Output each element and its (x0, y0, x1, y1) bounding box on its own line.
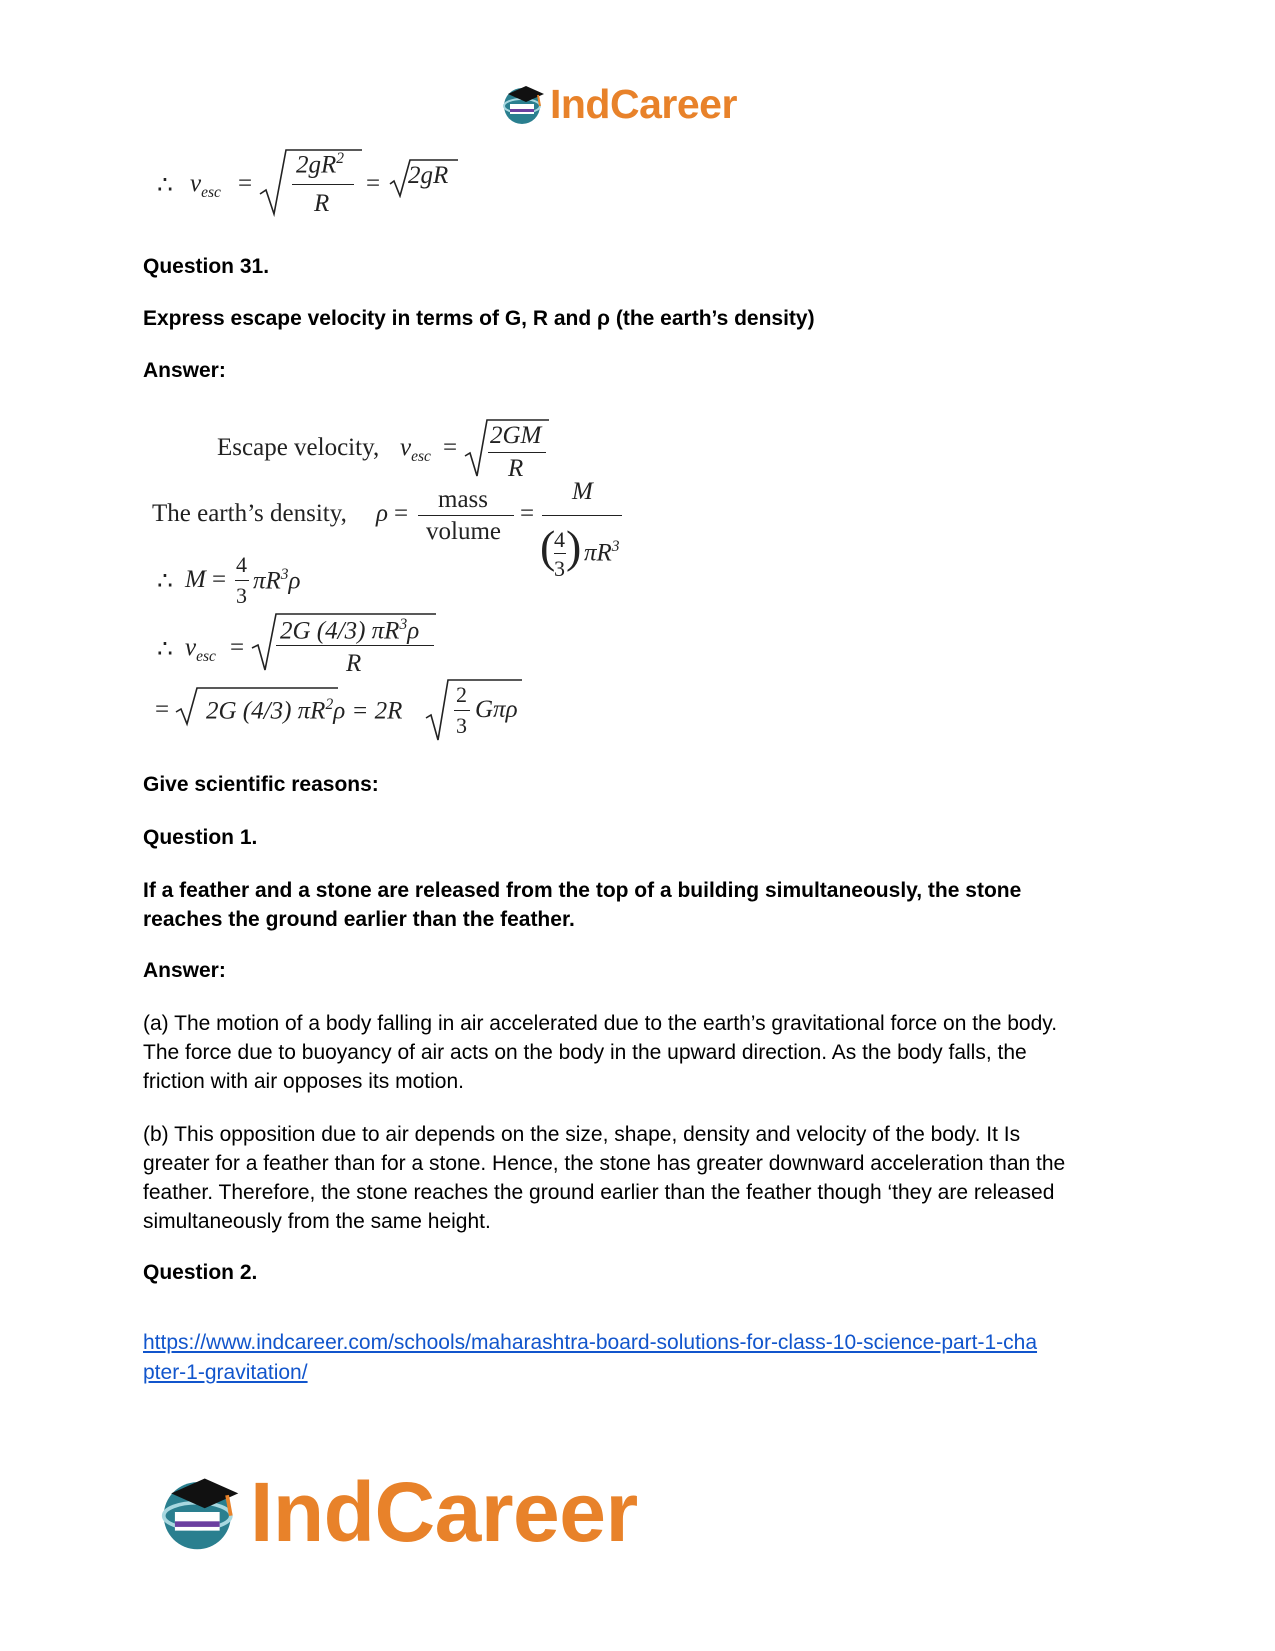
section-heading: Give scientific reasons: (143, 773, 379, 796)
frac-3-b: 3 (236, 583, 247, 608)
logo-wordmark: IndCareer (550, 80, 737, 127)
frac-4-b: 4 (236, 552, 247, 577)
fraction-bar-5 (554, 553, 566, 554)
frac-num-2GM: 2GM (490, 422, 542, 449)
escape-velocity-label: Escape velocity, (217, 434, 380, 461)
frac-num-mass: mass (438, 486, 488, 513)
frac-num-long: 2G (4/3) $\pi R^3\rho$ (280, 616, 420, 645)
answer-para-a: (a) The motion of a body falling in air accelerated due to the earth’s gravitational force on the body. The force due to buoyancy of air acts on the body in the upward direction. As the body falls, the friction with air opposes its motion. (143, 1012, 1058, 1093)
question-1-answer-label: Answer: (143, 959, 226, 982)
fraction-bar-4 (542, 515, 622, 516)
therefore-symbol-2: ∴ (157, 568, 173, 595)
piR3: $\pi R^3$ (584, 538, 620, 567)
math-var-v: $v_{esc}$ (190, 170, 221, 201)
frac-den-R: R (508, 455, 524, 482)
question-31-answer-label: Answer: (143, 359, 226, 382)
sqrt-content: 2G (4/3) $\pi R^2\rho = 2R$ (206, 696, 403, 725)
footer-logo (160, 1462, 638, 1562)
math-equals-5: = (520, 500, 535, 527)
fraction-bar-6 (235, 580, 249, 581)
header-logo (502, 80, 737, 128)
graduation-globe-icon (160, 1471, 242, 1553)
frac-den-R-2: R (346, 650, 362, 677)
frac-3-c: 3 (456, 713, 467, 738)
math-var-v-3: $v_{esc}$ (185, 634, 216, 665)
therefore-symbol: ∴ (157, 172, 173, 199)
question-1-title: Question 1. (143, 826, 258, 849)
math-equals-8: = (155, 696, 170, 723)
fraction-bar (292, 184, 354, 185)
paren-open: ( (540, 521, 556, 572)
question-2-title: Question 2. (143, 1261, 258, 1284)
math-equals-3: = (443, 434, 458, 461)
logo-wordmark: IndCareer (250, 1464, 638, 1559)
graduation-globe-icon (502, 82, 546, 126)
G-pi-rho: Gπρ (475, 696, 518, 723)
math-equals-2: = (366, 170, 381, 197)
frac-numerator: $2gR^2$ (296, 150, 345, 179)
math-var-rho: ρ (376, 500, 388, 527)
density-label: The earth’s density, (152, 500, 347, 527)
math-equals-4: = (394, 500, 409, 527)
fraction-bar-2 (488, 452, 546, 453)
source-link[interactable] (143, 1328, 1123, 1388)
piR3rho: $\pi R^3\rho$ (253, 566, 301, 595)
paren-close: ) (566, 521, 582, 572)
frac-den-volume: volume (426, 518, 501, 545)
therefore-symbol-3: ∴ (157, 636, 173, 663)
fraction-bar-3 (418, 515, 514, 516)
math-equals-6: = (212, 566, 227, 593)
rhs-2gR: 2gR (408, 162, 449, 189)
question-31-title: Question 31. (143, 255, 270, 278)
frac-denominator: R (314, 190, 330, 217)
fraction-bar-8 (454, 710, 470, 711)
fraction-bar-7 (276, 645, 434, 646)
answer-para-b: (b) This opposition due to air depends on the size, shape, density and velocity of the body. It Is greater for a feather than for a stone. Hence, the stone has greater downward acceleration than the feather. Therefore, the stone reaches the ground earlier than the feather though ‘they are released simultaneously from the same height. (143, 1123, 1066, 1233)
frac-num-M: M (572, 478, 593, 505)
question-1-text: If a feather and a stone are released from the top of a building simultaneously, the stone reaches the ground earlier than the feather. (143, 879, 1022, 931)
math-equals-7: = (230, 634, 245, 661)
frac-3: 3 (554, 556, 565, 581)
math-var-M: M (185, 566, 206, 593)
question-31-text: Express escape velocity in terms of G, R and ρ (the earth’s density) (143, 307, 815, 330)
link-line-2[interactable]: pter-1-gravitation/ (143, 1361, 308, 1384)
link-line-1[interactable]: https://www.indcareer.com/schools/maharashtra-board-solutions-for-class-10-science-part-1-cha (143, 1331, 1038, 1354)
frac-2: 2 (456, 682, 467, 707)
math-var-v-2: $v_{esc}$ (400, 434, 431, 465)
math-equals: = (238, 170, 253, 197)
frac-4: 4 (554, 527, 565, 552)
